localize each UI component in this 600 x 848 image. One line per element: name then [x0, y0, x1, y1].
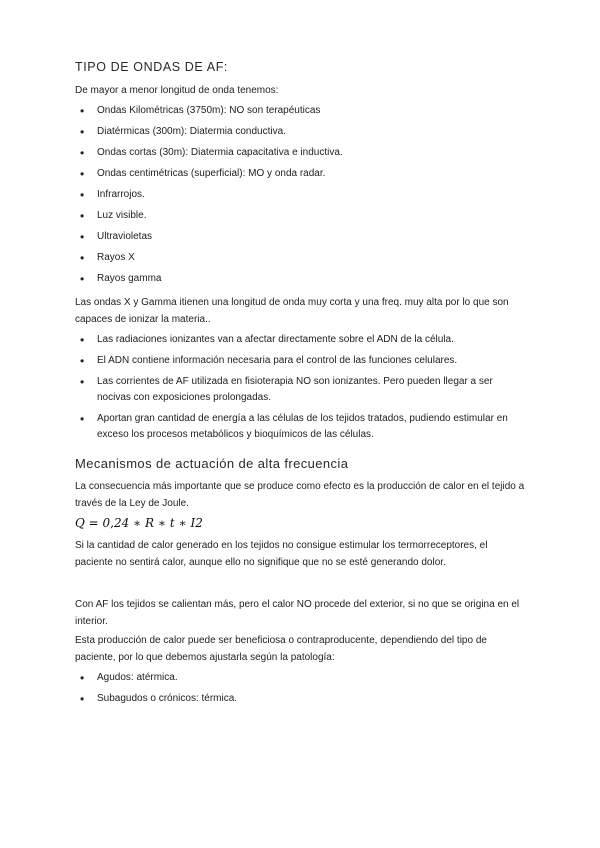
- list-item: • Aportan gran cantidad de energía a las células de los tejidos tratados, pudiendo estimular en exceso los procesos metabólicos y bioquímicos de las células.: [75, 411, 515, 443]
- list-item: • Ondas centimétricas (superficial): MO y onda radar.: [75, 166, 515, 182]
- pathology-list: [75, 670, 515, 707]
- list-item: • Agudos: atérmica.: [75, 670, 515, 686]
- list-item: • El ADN contiene información necesaria para el control de las funciones celulares.: [75, 353, 515, 369]
- list-item: • Diatérmicas (300m): Diatermia conductiva.: [75, 124, 515, 140]
- list-item: • Infrarrojos.: [75, 187, 515, 203]
- joule-paragraph: La consecuencia más importante que se produce como efecto es la producción de calor en el tejido a través de la Ley de Joule.: [75, 481, 525, 509]
- wave-intro: De mayor a menor longitud de onda tenemos:: [75, 85, 279, 96]
- ionizing-paragraph: Las ondas X y Gamma itienen una longitud de onda muy corta y una freq. muy alta por lo que son capaces de ionizar la materia..: [75, 297, 509, 325]
- list-item: • Ondas cortas (30m): Diatermia capacitativa e inductiva.: [75, 145, 515, 161]
- list-item: • Las corrientes de AF utilizada en fisioterapia NO son ionizantes. Pero pueden llegar a ser nocivas con exposiciones prolongadas.: [75, 374, 515, 406]
- heat-origin-paragraph: Con AF los tejidos se calientan más, pero el calor NO procede del exterior, si no que se origina en el interior.: [75, 599, 520, 627]
- joule-formula: Q = 0,24 ∗ R ∗ t ∗ I2: [75, 516, 203, 530]
- list-item: • Rayos gamma: [75, 271, 515, 287]
- list-item: • Subagudos o crónicos: térmica.: [75, 691, 515, 707]
- ionizing-points-list: [75, 332, 515, 443]
- list-item: • Rayos X: [75, 250, 515, 266]
- thermoreceptor-paragraph: Si la cantidad de calor generado en los tejidos no consigue estimular los termorreceptores, el paciente no sentirá calor, aunque ello no signifique que no se esté generando dolor.: [75, 540, 488, 568]
- wave-types-list: [75, 103, 515, 287]
- list-item: • Luz visible.: [75, 208, 515, 224]
- list-item: • Las radiaciones ionizantes van a afectar directamente sobre el ADN de la célula.: [75, 332, 515, 348]
- heat-effect-paragraph: Esta producción de calor puede ser beneficiosa o contraproducente, dependiendo del tipo de paciente, por lo que debemos ajustarla según la patología:: [75, 635, 487, 663]
- section-title-wave-types: TIPO DE ONDAS DE AF:: [75, 60, 228, 74]
- list-item: • Ondas Kilométricas (3750m): NO son terapéuticas: [75, 103, 515, 119]
- section-title-mechanisms: Mecanismos de actuación de alta frecuencia: [75, 456, 349, 471]
- list-item: • Ultravioletas: [75, 229, 515, 245]
